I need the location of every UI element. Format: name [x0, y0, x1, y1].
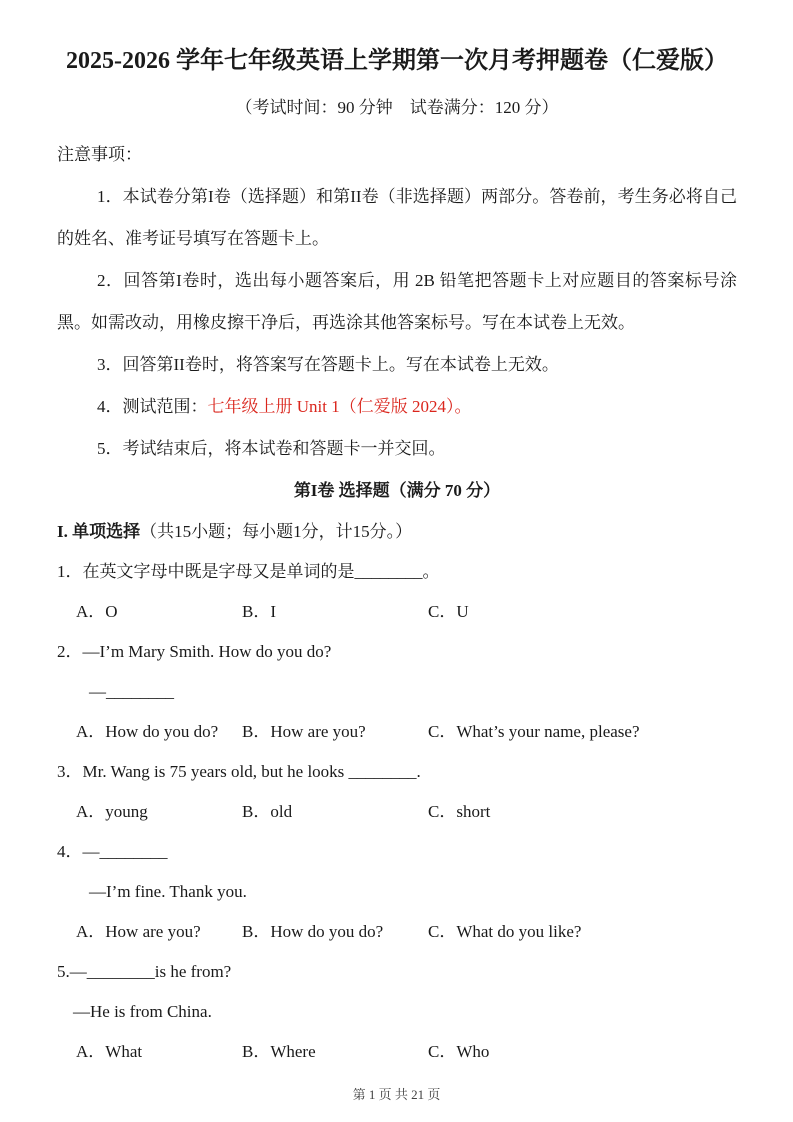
question-1	[57, 552, 737, 632]
option-text: Where	[270, 1042, 316, 1061]
option-label: C．	[428, 722, 457, 741]
question-2	[57, 632, 737, 752]
question-4-stem	[57, 832, 737, 872]
question-1-number: 1．	[57, 562, 83, 581]
option-text: What	[105, 1042, 143, 1061]
option-label: B．	[242, 802, 271, 821]
option-label: A．	[76, 1042, 106, 1061]
option-text: How do you do?	[105, 722, 219, 741]
question-2-number: 2．	[57, 642, 83, 661]
option-text: old	[270, 802, 293, 821]
question-2-option-c	[428, 712, 737, 752]
option-text: Who	[456, 1042, 490, 1061]
question-3-option-c	[428, 792, 737, 832]
notice-section	[57, 134, 737, 470]
option-text: How do you do?	[270, 922, 384, 941]
question-1-options	[57, 592, 737, 632]
option-text: O	[105, 602, 118, 621]
exam-time-score-info: （考试时间：90 分钟 试卷满分：120 分）	[235, 98, 559, 117]
option-label: B．	[242, 722, 271, 741]
question-2-stem	[57, 632, 737, 672]
question-5-options	[57, 1032, 737, 1072]
option-label: C．	[428, 1042, 457, 1061]
option-label: B．	[242, 602, 271, 621]
section1-title-bold: I. 单项选择	[57, 522, 141, 541]
option-text: How are you?	[270, 722, 366, 741]
question-4-text: —________	[82, 842, 168, 861]
question-5-number: 5.	[57, 962, 70, 981]
question-3-text: Mr. Wang is 75 years old, but he looks ________.	[82, 762, 421, 781]
question-3	[57, 752, 737, 832]
notice-item-1: 1．本试卷分第I卷（选择题）和第II卷（非选择题）两部分。答卷前，考生务必将自己的姓名、准考证号填写在答题卡上。	[57, 187, 737, 248]
question-2-text: —I’m Mary Smith. How do you do?	[82, 642, 332, 661]
option-label: B．	[242, 1042, 271, 1061]
option-label: C．	[428, 922, 457, 941]
option-text: young	[105, 802, 148, 821]
option-text: What do you like?	[456, 922, 582, 941]
notice-item-4-prefix: 4．测试范围：	[97, 397, 208, 416]
page-number-footer: 第 1 页 共 21 页	[352, 1087, 441, 1102]
question-5	[57, 952, 737, 1072]
question-3-stem	[57, 752, 737, 792]
notice-item-4-test-scope-highlight: 七年级上册 Unit 1（仁爱版 2024）。	[207, 397, 472, 416]
option-label: A．	[76, 602, 106, 621]
notice-item-4	[57, 386, 737, 428]
question-5-stem	[57, 952, 737, 992]
question-3-option-b	[242, 792, 428, 832]
question-1-option-b	[242, 592, 428, 632]
notice-item-3: 3．回答第II卷时，将答案写在答题卡上。写在本试卷上无效。	[97, 355, 559, 374]
question-3-options	[57, 792, 737, 832]
question-4-number: 4．	[57, 842, 83, 861]
section1-title-rest: （共15小题；每小题1分，计15分。）	[140, 522, 413, 541]
option-label: C．	[428, 602, 457, 621]
question-3-number: 3．	[57, 762, 83, 781]
multiple-choice-section	[57, 512, 737, 1072]
question-1-option-a	[76, 592, 242, 632]
option-text: I	[270, 602, 277, 621]
question-5-text: —________is he from?	[69, 962, 232, 981]
notice-heading: 注意事项：	[57, 145, 142, 164]
question-4	[57, 832, 737, 952]
question-2-reply-blank: —________	[89, 682, 174, 701]
question-5-reply: —He is from China.	[73, 1002, 212, 1021]
question-4-option-a	[76, 912, 242, 952]
section1-title	[57, 512, 737, 552]
option-text: What’s your name, please?	[456, 722, 640, 741]
question-1-text: 在英文字母中既是字母又是单词的是________。	[82, 562, 440, 581]
notice-item-5: 5．考试结束后，将本试卷和答题卡一并交回。	[97, 439, 446, 458]
question-1-stem	[57, 552, 737, 592]
question-4-option-c	[428, 912, 737, 952]
part1-heading: 第I卷 选择题（满分 70 分）	[293, 481, 501, 500]
option-text: How are you?	[105, 922, 201, 941]
option-text: U	[456, 602, 469, 621]
question-2-option-a	[76, 712, 242, 752]
question-4-option-b	[242, 912, 428, 952]
question-1-option-c	[428, 592, 737, 632]
option-text: short	[456, 802, 491, 821]
notice-item-2: 2．回答第I卷时，选出每小题答案后，用 2B 铅笔把答题卡上对应题目的答案标号涂黑。如需改动，用橡皮擦干净后，再选涂其他答案标号。写在本试卷上无效。	[57, 271, 737, 332]
question-2-options	[57, 712, 737, 752]
page-title: 2025-2026 学年七年级英语上学期第一次月考押题卷（仁爱版）	[66, 48, 728, 74]
question-4-reply: —I’m fine. Thank you.	[89, 882, 247, 901]
question-4-options	[57, 912, 737, 952]
question-3-option-a	[76, 792, 242, 832]
question-5-option-c	[428, 1032, 737, 1072]
option-label: B．	[242, 922, 271, 941]
question-5-option-b	[242, 1032, 428, 1072]
option-label: A．	[76, 722, 106, 741]
question-2-option-b	[242, 712, 428, 752]
option-label: A．	[76, 802, 106, 821]
option-label: C．	[428, 802, 457, 821]
question-5-option-a	[76, 1032, 242, 1072]
option-label: A．	[76, 922, 106, 941]
